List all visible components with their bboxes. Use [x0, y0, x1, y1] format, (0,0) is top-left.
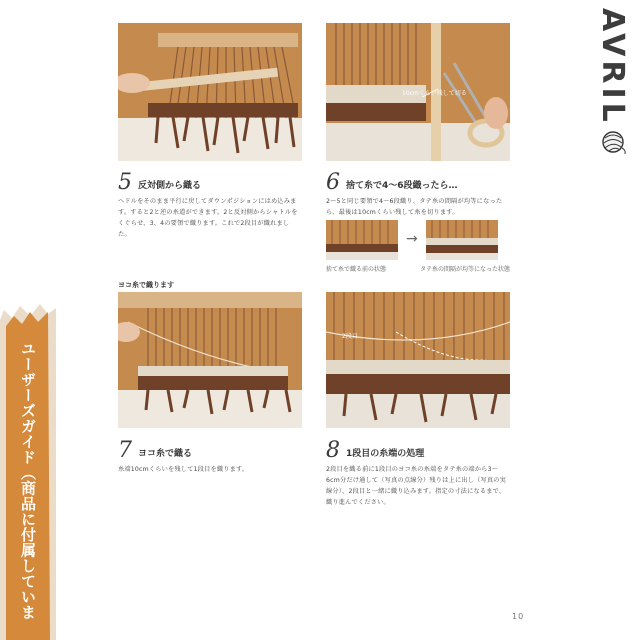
caption-before: 捨て糸で織る前の状態 [326, 266, 387, 273]
section-heading: ヨコ糸で織ります [118, 281, 174, 289]
step-6-title: 捨て糸で4〜6段織ったら… [346, 181, 458, 191]
side-ribbon [0, 300, 56, 640]
photo-after [426, 220, 498, 260]
step-7-desc: 糸端10cmくらいを残して1段目を織ります。 [118, 466, 249, 473]
step-6-number: 6 [326, 170, 340, 195]
ribbon-text: ユーザーズガイド（商品に付属していま [19, 340, 37, 620]
photo-step-5 [118, 23, 302, 161]
step-6-desc: 2〜5と同じ要領で4〜6段織り、タテ糸の間隔が均等になったら、最後は10cmくらい残して糸を切ります。 [326, 198, 503, 216]
photo-step-6 [326, 23, 510, 161]
step-8-title: 1段目の糸端の処理 [346, 449, 425, 459]
yarn-ball-icon [600, 128, 628, 156]
step-7-title: ヨコ糸で織る [138, 449, 193, 459]
photo-before [326, 220, 398, 260]
brand-name: AVRIL [595, 8, 630, 126]
photo-step-7 [118, 292, 302, 428]
caption-after: タテ糸の間隔が均等になった状態 [420, 266, 511, 273]
step-5-desc: ヘドルをそのまま平行に戻してダウンポジションにはめ込みます。すると2と逆の糸道ができます。2と反対側からシャトルをくぐらせ、3、4の要領で織ります。これで2段目が織れました。 [118, 198, 298, 238]
arrow-right-icon: → [406, 231, 418, 247]
step-5-title: 反対側から織る [138, 181, 202, 191]
step-8-number: 8 [326, 438, 340, 463]
photo-step-8 [326, 292, 510, 428]
photo-label-row2: 2段目 [342, 333, 358, 340]
step-7-number: 7 [118, 438, 132, 463]
page-number: 10 [512, 612, 525, 621]
step-5-number: 5 [118, 170, 132, 195]
step-8-desc: 2段目を織る前に1段目のヨコ糸の糸端をタテ糸の端から3〜6cm分だけ通して（写真の点線分）残りは上に出し（写真の実線分）、2段目と一緒に織り込みます。指定の寸法になるまで、織り進んでください。 [326, 466, 507, 506]
photo-label-cut: 10cmくらい残して切る [402, 90, 467, 97]
